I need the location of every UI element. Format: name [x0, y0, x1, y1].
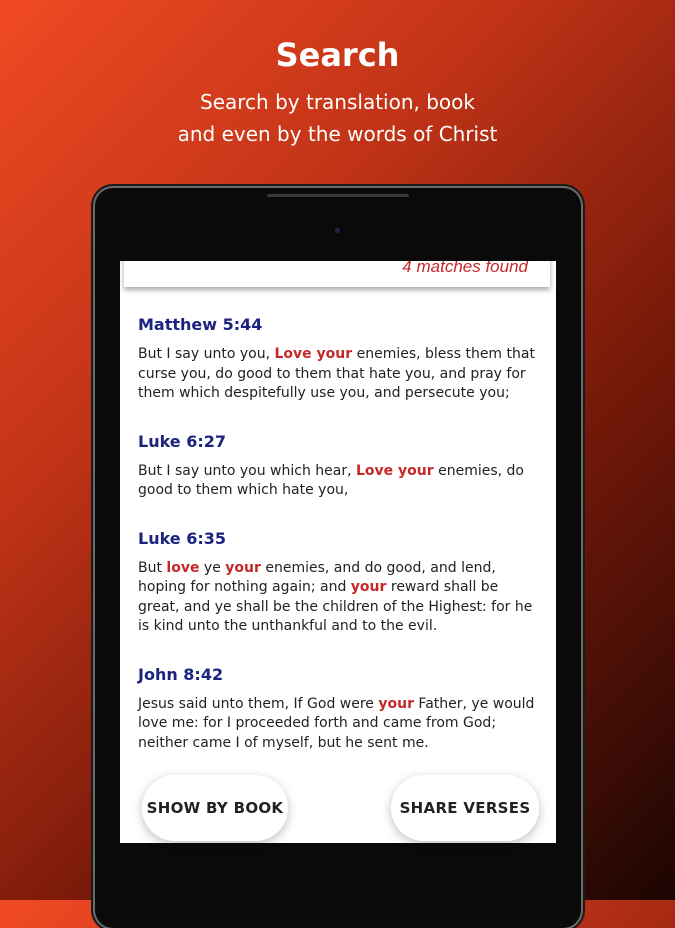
verse-text-segment: Jesus said unto them, If God were — [138, 695, 379, 712]
promo-subtitle-line-2: and even by the words of Christ — [177, 122, 498, 146]
verse-match-highlight: Love your — [355, 462, 434, 479]
verse-result[interactable] — [138, 315, 538, 404]
verse-match-highlight: your — [225, 559, 261, 576]
verse-text-segment: But I say unto you which hear, — [138, 462, 356, 479]
verse-reference[interactable]: John 8:42 — [138, 664, 224, 684]
verse-text-segment: enemies, do good to them which hate you, — [138, 462, 524, 498]
camera-icon — [335, 228, 340, 233]
verse-text-segment: ye — [199, 559, 226, 576]
show-by-book-button[interactable]: SHOW BY BOOK — [142, 775, 288, 841]
verse-text-segment: Father, ye would love me: for I proceeded forth and came from God; neither came I of myself, but he sent me. — [138, 695, 535, 751]
tablet-speaker — [267, 194, 409, 197]
verse-result[interactable] — [138, 665, 538, 754]
verse-reference[interactable]: Matthew 5:44 — [138, 315, 263, 334]
verse-text-segment: reward shall be great, and ye shall be the children of the Highest: for he is kind unto the unthankful and to the evil. — [138, 579, 533, 634]
verse-match-highlight: Love your — [274, 346, 353, 362]
app-screen — [120, 261, 556, 843]
verse-text-segment: But — [138, 559, 167, 576]
matches-count: 4 matches found — [402, 261, 528, 276]
verse-text-segment: But I say unto you, — [138, 346, 275, 362]
verse-text — [138, 462, 538, 501]
verse-result[interactable] — [138, 529, 538, 637]
verse-match-highlight: your — [378, 695, 414, 712]
verse-match-highlight: love — [166, 559, 200, 576]
verse-reference[interactable]: Luke 6:35 — [138, 528, 227, 548]
verse-text — [138, 695, 538, 754]
promo-subtitle-line-1: Search by translation, book — [200, 90, 475, 114]
search-summary-card — [124, 261, 550, 287]
verse-text-segment: enemies, and do good, and lend, hoping for nothing again; and — [138, 559, 496, 595]
verse-list — [138, 315, 538, 781]
verse-match-highlight: your — [350, 579, 387, 595]
promo-title: Search — [275, 36, 400, 74]
verse-text-segment: enemies, bless them that curse you, do good to them that hate you, and pray for them which despitefully use you, and persecute you; — [138, 346, 535, 401]
verse-text — [138, 559, 538, 637]
verse-reference[interactable]: Luke 6:27 — [138, 431, 227, 451]
share-verses-button[interactable]: SHARE VERSES — [391, 775, 539, 841]
verse-result[interactable] — [138, 432, 538, 501]
verse-text — [138, 345, 538, 404]
